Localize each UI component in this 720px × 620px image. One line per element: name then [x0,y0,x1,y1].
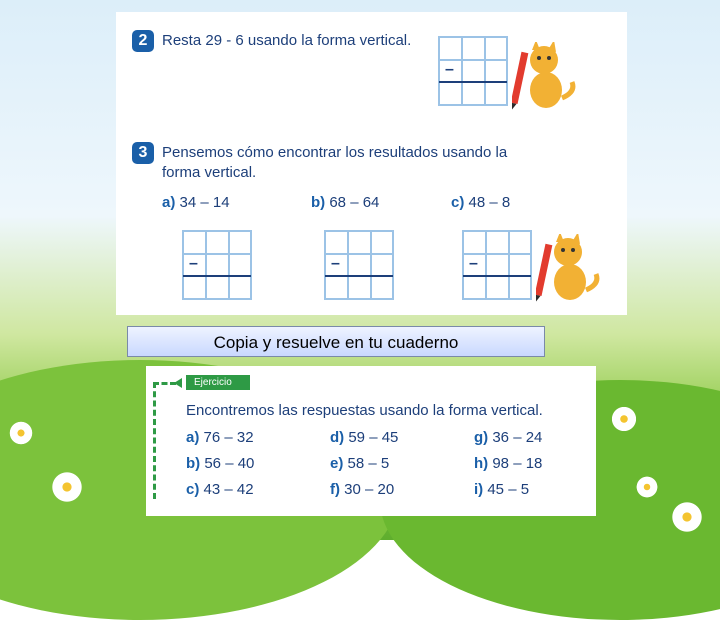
instruction-banner: Copia y resuelve en tu cuaderno [127,326,545,357]
practice-item: e) 58 – 5 [330,455,390,472]
flower-decoration [610,405,638,433]
exercise-card [116,12,627,315]
exercise-tag: Ejercicio [186,375,250,390]
practice-item: g) 36 – 24 [474,429,543,446]
exercise-3-item: c) 48 – 8 [451,194,511,211]
practice-title: Encontremos las respuestas usando la forma vertical. [186,402,543,419]
flower-decoration [670,500,704,534]
flower-decoration [8,420,34,446]
practice-item: c) 43 – 42 [186,481,254,498]
arrow-icon [174,378,182,388]
minus-sign: – [331,255,340,272]
practice-item: i) 45 – 5 [474,481,530,498]
subtraction-grid [324,230,394,300]
practice-item: h) 98 – 18 [474,455,543,472]
flower-decoration [635,475,659,499]
exercise-2-badge: 2 [132,30,154,52]
practice-item: f) 30 – 20 [330,481,395,498]
cat-with-pencil-icon [512,42,578,114]
dashed-bracket [153,382,176,499]
subtraction-grid [438,36,508,106]
flower-decoration [50,470,84,504]
exercise-3-line1: Pensemos cómo encontrar los resultados usando la [162,144,508,161]
exercise-3-line2: forma vertical. [162,164,257,181]
cat-with-pencil-icon [536,234,602,306]
practice-item: b) 56 – 40 [186,455,255,472]
exercise-3-item: b) 68 – 64 [311,194,380,211]
exercise-3-badge: 3 [132,142,154,164]
subtraction-grid [462,230,532,300]
minus-sign: – [189,255,198,272]
practice-item: d) 59 – 45 [330,429,399,446]
minus-sign: – [445,61,454,78]
exercise-2-text: Resta 29 - 6 usando la forma vertical. [162,32,412,49]
practice-item: a) 76 – 32 [186,429,254,446]
minus-sign: – [469,255,478,272]
subtraction-grid [182,230,252,300]
exercise-3-item: a) 34 – 14 [162,194,230,211]
